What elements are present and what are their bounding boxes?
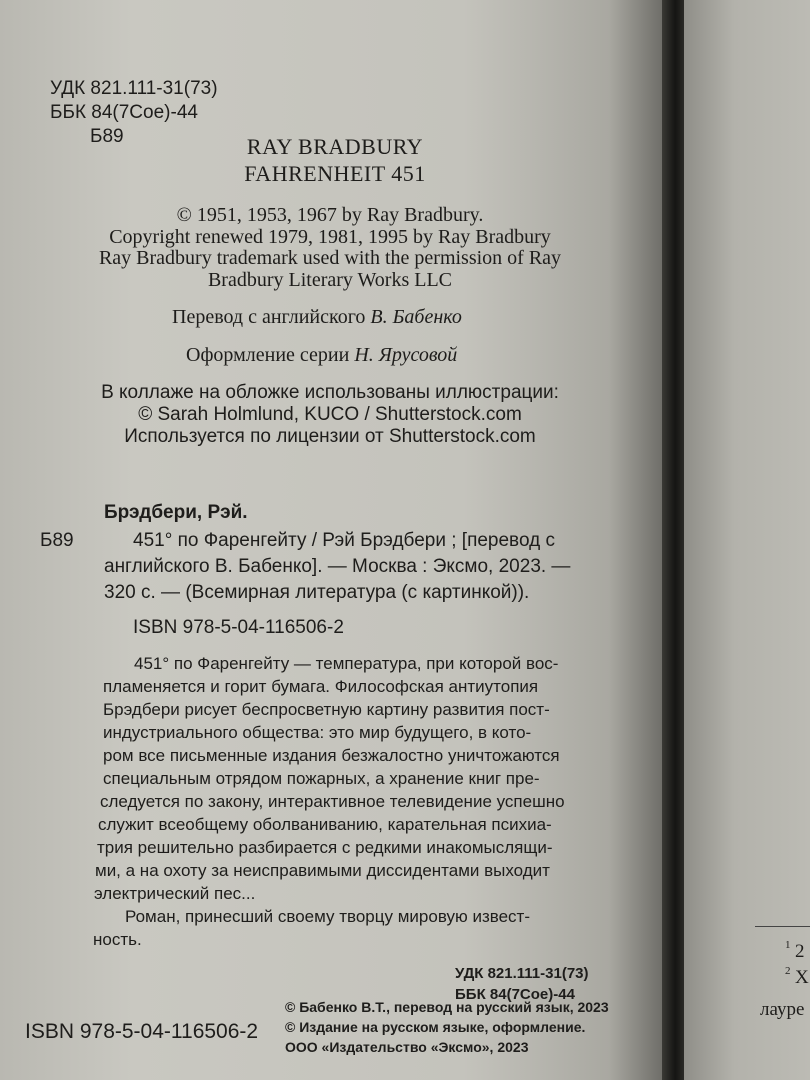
translation-credit xyxy=(172,307,462,327)
annotation-line: индустриального общества: это мир будущего, в кото- xyxy=(103,723,532,742)
copyright-line: Ray Bradbury trademark used with the permission of Ray xyxy=(98,247,562,269)
author-name-en: RAY BRADBURY xyxy=(246,134,424,159)
rights-line: © Издание на русском языке, оформление. xyxy=(285,1019,586,1035)
annotation-line: ность. xyxy=(93,930,142,949)
annotation-line: электрический пес... xyxy=(94,884,256,903)
translation-label: Перевод с английского xyxy=(172,306,366,328)
bbk-code: ББК 84(7Сое)-44 xyxy=(50,102,198,123)
annotation-line: следуется по закону, интерактивное телевидение успешно xyxy=(100,792,565,811)
copyright-line: © 1951, 1953, 1967 by Ray Bradbury. xyxy=(176,204,484,226)
illustrations-line: В коллаже на обложке использованы иллюстрации: xyxy=(101,382,559,403)
right-page xyxy=(684,0,810,1080)
designer-name: Н. Ярусовой xyxy=(354,344,458,366)
annotation-line: Роман, принесший своему творцу мировую извест- xyxy=(125,907,530,926)
catalog-isbn: ISBN 978-5-04-116506-2 xyxy=(133,617,344,638)
catalog-entry-line: 320 с. — (Всемирная литература (с картинкой)). xyxy=(104,582,530,603)
design-label: Оформление серии xyxy=(186,344,350,366)
udk-code: УДК 821.111-31(73) xyxy=(50,78,218,99)
copyright-line: Copyright renewed 1979, 1981, 1995 by Ray Bradbury xyxy=(109,226,551,248)
footer-udk: УДК 821.111-31(73) xyxy=(455,965,589,982)
author-sign: Б89 xyxy=(90,126,124,147)
annotation-line: специальным отрядом пожарных, а хранение книг пре- xyxy=(103,769,540,788)
footer-bbk: ББК 84(7Сое)-44 xyxy=(455,986,575,1003)
rights-line: © Бабенко В.Т., перевод на русский язык, 2023 xyxy=(285,999,609,1015)
translator-name: В. Бабенко xyxy=(370,306,462,328)
book-title-en: FAHRENHEIT 451 xyxy=(244,161,426,186)
footnote-text: 2 xyxy=(795,941,805,962)
annotation-line: Брэдбери рисует беспросветную картину развития пост- xyxy=(103,700,550,719)
annotation-line: ми, а на охоту за неисправимыми диссидентами выходит xyxy=(95,861,550,880)
footnote-marker: 1 xyxy=(785,939,791,951)
catalog-entry-line: английского В. Бабенко]. — Москва : Эксмо, 2023. — xyxy=(104,556,571,577)
annotation-line: служит всеобщему оболваниванию, карательная психиа- xyxy=(98,815,552,834)
illustrations-line: © Sarah Holmlund, KUCO / Shutterstock.com xyxy=(138,404,522,425)
catalog-entry-line: 451° по Фаренгейту / Рэй Брэдбери ; [перевод с xyxy=(133,530,555,551)
illustrations-line: Используется по лицензии от Shutterstock.com xyxy=(124,426,536,447)
footer-isbn: ISBN 978-5-04-116506-2 xyxy=(25,1020,259,1043)
annotation-line: трия решительно разбирается с редкими инакомыслящи- xyxy=(97,838,553,857)
footnote-rule xyxy=(755,926,810,927)
footnote-text: Х xyxy=(795,967,809,988)
footnote-marker: 2 xyxy=(785,965,791,977)
copyright-line: Bradbury Literary Works LLC xyxy=(207,269,453,291)
annotation-line: пламеняется и горит бумага. Философская антиутопия xyxy=(103,677,539,696)
annotation-line: 451° по Фаренгейту — температура, при которой вос- xyxy=(134,654,559,673)
catalog-author-heading: Брэдбери, Рэй. xyxy=(104,502,248,523)
right-page-text: лауре xyxy=(760,999,805,1020)
book-gutter xyxy=(662,0,684,1080)
annotation-line: ром все письменные издания безжалостно уничтожаются xyxy=(103,746,560,765)
rights-line: ООО «Издательство «Эксмо», 2023 xyxy=(285,1039,529,1055)
catalog-code: Б89 xyxy=(40,530,74,551)
design-credit xyxy=(186,345,457,365)
